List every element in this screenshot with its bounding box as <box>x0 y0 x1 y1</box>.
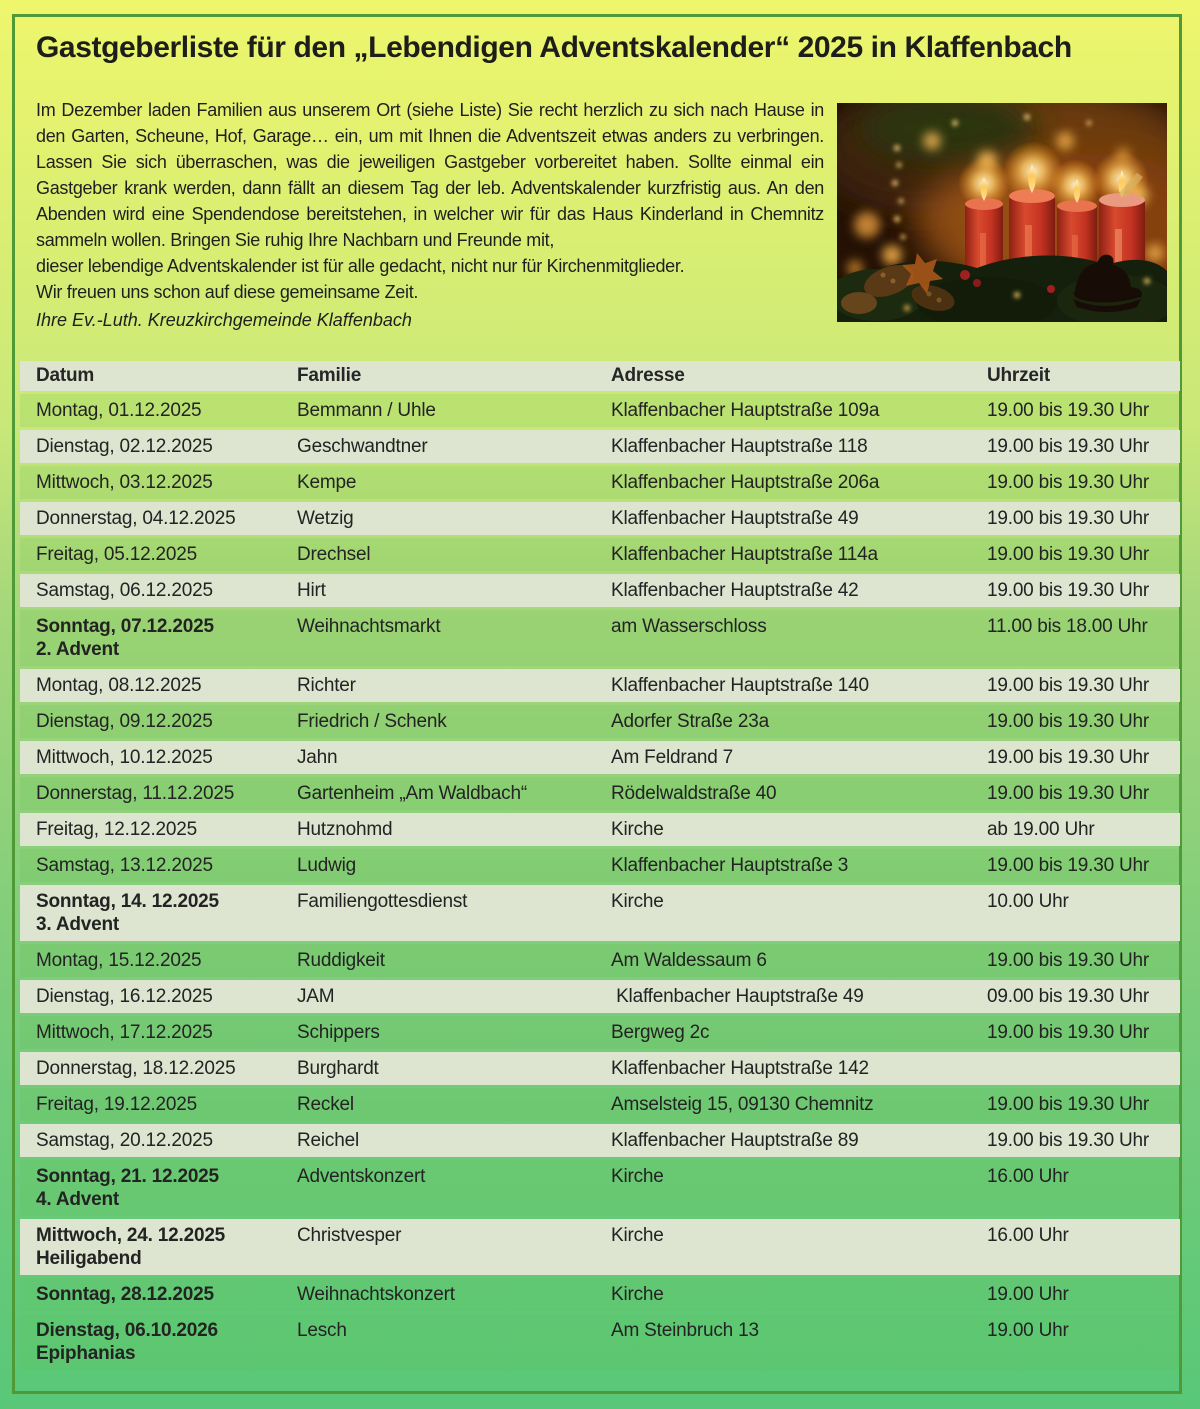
intro-text-line2: dieser lebendige Adventskalender ist für alle gedacht, nicht nur für Kirchenmitglieder. <box>36 256 685 276</box>
cell-uhrzeit: 19.00 Uhr <box>987 1284 1069 1305</box>
advent-wreath-photo <box>837 103 1167 322</box>
cell-adresse: Kirche <box>611 1225 664 1246</box>
cell-uhrzeit: 19.00 bis 19.30 Uhr <box>987 544 1150 565</box>
cell-datum: Samstag, 20.12.2025 <box>36 1130 213 1151</box>
cell-adresse: Klaffenbacher Hauptstraße 142 <box>611 1058 869 1079</box>
cell-uhrzeit: 19.00 bis 19.30 Uhr <box>987 472 1150 493</box>
cell-adresse: Klaffenbacher Hauptstraße 3 <box>611 855 849 876</box>
cell-adresse: Klaffenbacher Hauptstraße 140 <box>611 675 869 696</box>
cell-adresse: Kirche <box>611 1166 664 1187</box>
cell-datum: Mittwoch, 24. 12.2025 Heiligabend <box>36 1225 226 1269</box>
cell-datum: Sonntag, 07.12.2025 2. Advent <box>36 616 214 660</box>
cell-uhrzeit: 19.00 bis 19.30 Uhr <box>987 436 1150 457</box>
cell-uhrzeit: 19.00 bis 19.30 Uhr <box>987 1022 1150 1043</box>
cell-familie: Familiengottesdienst <box>297 891 468 912</box>
schedule-table <box>20 361 1180 1373</box>
cell-uhrzeit: 16.00 Uhr <box>987 1166 1069 1187</box>
cell-uhrzeit: 19.00 bis 19.30 Uhr <box>987 1094 1150 1115</box>
table-row <box>20 1016 1180 1049</box>
signature-line: Ihre Ev.-Luth. Kreuzkirchgemeinde Klaffenbach <box>36 310 412 330</box>
cell-datum: Sonntag, 14. 12.2025 3. Advent <box>36 891 219 935</box>
cell-uhrzeit: 19.00 bis 19.30 Uhr <box>987 675 1150 696</box>
cell-uhrzeit: ab 19.00 Uhr <box>987 819 1095 840</box>
table-row <box>20 705 1180 738</box>
cell-adresse: Klaffenbacher Hauptstraße 42 <box>611 580 859 601</box>
table-row <box>20 574 1180 607</box>
cell-uhrzeit: 19.00 bis 19.30 Uhr <box>987 747 1150 768</box>
header-familie: Familie <box>297 365 362 386</box>
cell-datum: Dienstag, 02.12.2025 <box>36 436 213 457</box>
cell-datum: Dienstag, 16.12.2025 <box>36 986 213 1007</box>
cell-datum: Donnerstag, 04.12.2025 <box>36 508 236 529</box>
cell-adresse: Rödelwaldstraße 40 <box>611 783 777 804</box>
cell-familie: Christvesper <box>297 1225 402 1246</box>
intro-text-line3: Wir freuen uns schon auf diese gemeinsame Zeit. <box>36 282 419 302</box>
table-row <box>20 885 1180 941</box>
table-row <box>20 669 1180 702</box>
table-row <box>20 610 1180 666</box>
table-row <box>20 980 1180 1013</box>
table-header-row <box>20 361 1180 391</box>
table-row <box>20 944 1180 977</box>
table-row <box>20 1052 1180 1085</box>
table-row <box>20 741 1180 774</box>
cell-adresse: Am Feldrand 7 <box>611 747 734 768</box>
cell-familie: JAM <box>297 986 335 1007</box>
cell-adresse: Am Waldessaum 6 <box>611 950 767 971</box>
cell-uhrzeit: 19.00 bis 19.30 Uhr <box>987 950 1150 971</box>
cell-uhrzeit: 19.00 bis 19.30 Uhr <box>987 508 1150 529</box>
cell-adresse: Klaffenbacher Hauptstraße 114a <box>611 544 878 565</box>
cell-familie: Bemmann / Uhle <box>297 400 436 421</box>
cell-datum: Freitag, 19.12.2025 <box>36 1094 197 1115</box>
cell-datum: Freitag, 05.12.2025 <box>36 544 197 565</box>
table-row <box>20 1124 1180 1157</box>
cell-familie: Ruddigkeit <box>297 950 385 971</box>
cell-uhrzeit: 19.00 Uhr <box>987 1320 1069 1341</box>
page-title: Gastgeberliste für den „Lebendigen Adventskalender“ 2025 in Klaffenbach <box>36 31 1072 64</box>
cell-datum: Sonntag, 28.12.2025 <box>36 1284 214 1305</box>
cell-adresse: am Wasserschloss <box>611 616 767 637</box>
cell-adresse: Klaffenbacher Hauptstraße 206a <box>611 472 880 493</box>
cell-uhrzeit: 19.00 bis 19.30 Uhr <box>987 783 1150 804</box>
cell-uhrzeit: 19.00 bis 19.30 Uhr <box>987 400 1150 421</box>
intro-paragraph <box>36 97 824 305</box>
cell-adresse: Bergweg 2c <box>611 1022 710 1043</box>
table-row <box>20 1314 1180 1370</box>
cell-familie: Weihnachtskonzert <box>297 1284 455 1305</box>
table-row <box>20 430 1180 463</box>
cell-familie: Hirt <box>297 580 326 601</box>
intro-text-main: Im Dezember laden Familien aus unserem Ort (siehe Liste) Sie recht herzlich zu sich nach Hause in den Garten, Scheune, Hof, Garage… ein, um mit Ihnen die Adventszeit etwas anders zu verbringen. Lassen Sie sich überraschen, was die jeweiligen Gastgeber vorbereitet haben. Sollte einmal ein Gastgeber krank werden, dann fällt an diesem Tag der leb. Adventskalender kurzfristig aus. An den Abenden wird eine Spendendose bereitstehen, in welcher wir für das Haus Kinderland in Chemnitz sammeln wollen. Bringen Sie ruhig Ihre Nachbarn und Freunde mit, <box>36 100 824 250</box>
cell-familie: Lesch <box>297 1320 347 1341</box>
cell-datum: Mittwoch, 17.12.2025 <box>36 1022 213 1043</box>
cell-familie: Richter <box>297 675 356 696</box>
cell-uhrzeit: 10.00 Uhr <box>987 891 1069 912</box>
table-row <box>20 394 1180 427</box>
cell-familie: Hutznohmd <box>297 819 393 840</box>
cell-familie: Geschwandtner <box>297 436 428 457</box>
cell-familie: Kempe <box>297 472 357 493</box>
header-adresse: Adresse <box>611 365 685 386</box>
cell-uhrzeit: 11.00 bis 18.00 Uhr <box>987 616 1148 637</box>
cell-datum: Samstag, 06.12.2025 <box>36 580 213 601</box>
cell-familie: Ludwig <box>297 855 357 876</box>
cell-uhrzeit: 16.00 Uhr <box>987 1225 1069 1246</box>
cell-adresse: Klaffenbacher Hauptstraße 109a <box>611 400 880 421</box>
cell-adresse: Klaffenbacher Hauptstraße 118 <box>611 436 868 457</box>
table-row <box>20 538 1180 571</box>
cell-datum: Dienstag, 09.12.2025 <box>36 711 213 732</box>
cell-uhrzeit: 19.00 bis 19.30 Uhr <box>987 580 1150 601</box>
table-row <box>20 813 1180 846</box>
cell-familie: Jahn <box>297 747 338 768</box>
cell-uhrzeit: 19.00 bis 19.30 Uhr <box>987 711 1150 732</box>
cell-datum: Mittwoch, 03.12.2025 <box>36 472 213 493</box>
cell-familie: Drechsel <box>297 544 371 565</box>
cell-datum: Samstag, 13.12.2025 <box>36 855 213 876</box>
cell-familie: Friedrich / Schenk <box>297 711 447 732</box>
cell-uhrzeit: 09.00 bis 19.30 Uhr <box>987 986 1150 1007</box>
cell-adresse: Kirche <box>611 1284 664 1305</box>
table-row <box>20 777 1180 810</box>
table-row <box>20 1160 1180 1216</box>
advent-wreath-illustration <box>837 103 1167 322</box>
header-uhrzeit: Uhrzeit <box>987 365 1050 386</box>
cell-datum: Sonntag, 21. 12.2025 4. Advent <box>36 1166 219 1210</box>
cell-adresse: Kirche <box>611 891 664 912</box>
cell-familie: Schippers <box>297 1022 380 1043</box>
cell-familie: Gartenheim „Am Waldbach“ <box>297 783 527 804</box>
table-row <box>20 849 1180 882</box>
table-row <box>20 466 1180 499</box>
header-datum: Datum <box>36 365 95 386</box>
cell-datum: Freitag, 12.12.2025 <box>36 819 197 840</box>
cell-datum: Dienstag, 06.10.2026 Epiphanias <box>36 1320 218 1364</box>
cell-datum: Donnerstag, 11.12.2025 <box>36 783 235 804</box>
cell-familie: Reckel <box>297 1094 354 1115</box>
cell-datum: Montag, 15.12.2025 <box>36 950 202 971</box>
cell-datum: Montag, 08.12.2025 <box>36 675 202 696</box>
cell-datum: Donnerstag, 18.12.2025 <box>36 1058 236 1079</box>
cell-adresse: Kirche <box>611 819 664 840</box>
cell-datum: Montag, 01.12.2025 <box>36 400 202 421</box>
cell-familie: Reichel <box>297 1130 359 1151</box>
table-row <box>20 1278 1180 1311</box>
cell-adresse: Am Steinbruch 13 <box>611 1320 759 1341</box>
cell-familie: Adventskonzert <box>297 1166 426 1187</box>
schedule-table-body <box>20 394 1180 1370</box>
cell-adresse: Adorfer Straße 23a <box>611 711 769 732</box>
cell-adresse: Klaffenbacher Hauptstraße 49 <box>611 986 864 1007</box>
cell-adresse: Klaffenbacher Hauptstraße 49 <box>611 508 859 529</box>
table-row <box>20 1088 1180 1121</box>
cell-adresse: Klaffenbacher Hauptstraße 89 <box>611 1130 859 1151</box>
cell-uhrzeit: 19.00 bis 19.30 Uhr <box>987 855 1150 876</box>
table-row <box>20 502 1180 535</box>
cell-adresse: Amselsteig 15, 09130 Chemnitz <box>611 1094 874 1115</box>
cell-datum: Mittwoch, 10.12.2025 <box>36 747 213 768</box>
cell-familie: Wetzig <box>297 508 354 529</box>
table-row <box>20 1219 1180 1275</box>
cell-familie: Burghardt <box>297 1058 379 1079</box>
cell-uhrzeit: 19.00 bis 19.30 Uhr <box>987 1130 1150 1151</box>
cell-familie: Weihnachtsmarkt <box>297 616 441 637</box>
